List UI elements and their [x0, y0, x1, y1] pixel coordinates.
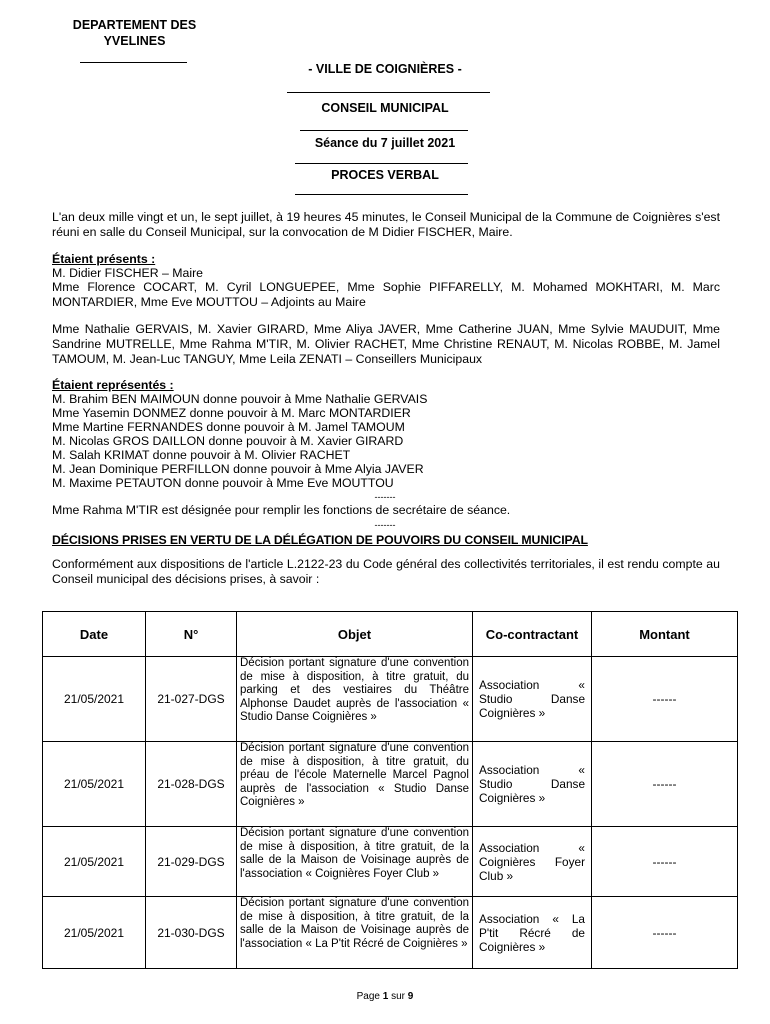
divider — [295, 194, 468, 195]
page-current: 1 — [382, 991, 389, 1002]
table-header-row — [43, 612, 738, 657]
presents-mayor: M. Didier FISCHER – Maire — [52, 266, 204, 280]
session-title: Séance du 7 juillet 2021 — [314, 136, 456, 150]
page-total: 9 — [407, 991, 414, 1002]
department-title: DEPARTEMENT DES YVELINES — [72, 18, 197, 48]
presents-deputies: Mme Florence COCART, M. Cyril LONGUEPEE, Mme Sophie PIFFARELLY, M. Mohamed MOKHTARI, M. Marc MONTARDIER, Mme Eve MOUTTOU – Adjoints au Maire — [52, 280, 720, 309]
table-row — [43, 897, 738, 969]
presents-councillors: Mme Nathalie GERVAIS, M. Xavier GIRARD, Mme Aliya JAVER, Mme Catherine JUAN, Mme Sylvie MAUDUIT, Mme Sandrine MUTRELLE, Mme Rahma M'TIR, M. Olivier RACHET, Mme Christine RENAUT, M. Nicolas ROBBE, M. Jamel TAMOUM, M. Jean-Luc TANGUY, Mme Leila ZENATI – Conseillers Municipaux — [52, 322, 720, 366]
column-header-number: N° — [146, 612, 237, 657]
cell-date: 21/05/2021 — [43, 897, 146, 969]
cell-object: Décision portant signature d'une convention de mise à disposition, à titre gratuit, de la salle de la Maison de Voisinage auprès de l'association « Coignières Foyer Club » — [237, 827, 473, 897]
cell-number: 21-028-DGS — [146, 742, 237, 827]
city-title: - VILLE DE COIGNIÈRES - — [308, 62, 462, 76]
cell-object: Décision portant signature d'une convention de mise à disposition, à titre gratuit, du parking et des vestiaires du Théâtre Alphonse Daudet auprès de l'association « Studio Danse Coignières » — [237, 657, 473, 742]
cell-number: 21-029-DGS — [146, 827, 237, 897]
proxy-line: M. Nicolas GROS DAILLON donne pouvoir à M. Xavier GIRARD — [52, 434, 404, 448]
column-header-date: Date — [43, 612, 146, 657]
table-row — [43, 657, 738, 742]
column-header-object: Objet — [237, 612, 473, 657]
cell-date: 21/05/2021 — [43, 742, 146, 827]
cell-amount: ------ — [592, 742, 738, 827]
divider — [287, 92, 490, 93]
proxy-line: Mme Yasemin DONMEZ donne pouvoir à M. Marc MONTARDIER — [52, 406, 411, 420]
intro-paragraph: L'an deux mille vingt et un, le sept juillet, à 19 heures 45 minutes, le Conseil Municipal de la Commune de Coignières s'est réuni en salle du Conseil Municipal, sur la convocation de M Didier FISCHER, Maire. — [52, 210, 720, 239]
page-number — [0, 991, 770, 1002]
separator: ------- — [374, 520, 396, 530]
column-header-amount: Montant — [592, 612, 738, 657]
page-prefix: Page — [356, 991, 383, 1002]
proxy-line: Mme Martine FERNANDES donne pouvoir à M. Jamel TAMOUM — [52, 420, 405, 434]
cell-cocontractor: Association « Studio Danse Coignières » — [473, 742, 592, 827]
cell-number: 21-027-DGS — [146, 657, 237, 742]
table-row — [43, 742, 738, 827]
presents-heading: Étaient présents : — [52, 252, 156, 266]
cell-amount: ------ — [592, 657, 738, 742]
decisions-table — [42, 611, 738, 969]
column-header-cocontractor: Co-contractant — [473, 612, 592, 657]
cell-cocontractor: Association « Coignières Foyer Club » — [473, 827, 592, 897]
cell-number: 21-030-DGS — [146, 897, 237, 969]
page-middle: sur — [388, 991, 408, 1002]
cell-object: Décision portant signature d'une convention de mise à disposition, à titre gratuit, du préau de l'école Maternelle Marcel Pagnol auprès de l'association « Studio Danse Coignières » — [237, 742, 473, 827]
proxy-line: M. Maxime PETAUTON donne pouvoir à Mme Eve MOUTTOU — [52, 476, 394, 490]
cell-amount: ------ — [592, 897, 738, 969]
divider — [295, 163, 468, 164]
secretary-line: Mme Rahma M'TIR est désignée pour remplir les fonctions de secrétaire de séance. — [52, 503, 511, 517]
cell-date: 21/05/2021 — [43, 657, 146, 742]
proxy-line: M. Brahim BEN MAIMOUN donne pouvoir à Mme Nathalie GERVAIS — [52, 392, 428, 406]
council-title: CONSEIL MUNICIPAL — [321, 101, 449, 115]
cell-object: Décision portant signature d'une convention de mise à disposition, à titre gratuit, de la salle de la Maison de Voisinage auprès de l'association « La P'tit Récré de Coignières » — [237, 897, 473, 969]
divider — [300, 130, 468, 131]
decisions-intro: Conformément aux dispositions de l'article L.2122-23 du Code général des collectivités territoriales, il est rendu compte au Conseil municipal des décisions prises, à savoir : — [52, 557, 720, 586]
minutes-title: PROCES VERBAL — [331, 168, 439, 182]
cell-date: 21/05/2021 — [43, 827, 146, 897]
decisions-heading: DÉCISIONS PRISES EN VERTU DE LA DÉLÉGATION DE POUVOIRS DU CONSEIL MUNICIPAL — [52, 533, 588, 547]
separator: ------- — [374, 492, 396, 502]
cell-cocontractor: Association « La P'tit Récré de Coignières » — [473, 897, 592, 969]
proxy-line: M. Jean Dominique PERFILLON donne pouvoir à Mme Alyia JAVER — [52, 462, 424, 476]
table-row — [43, 827, 738, 897]
cell-cocontractor: Association « Studio Danse Coignières » — [473, 657, 592, 742]
proxy-line: M. Salah KRIMAT donne pouvoir à M. Olivier RACHET — [52, 448, 351, 462]
cell-amount: ------ — [592, 827, 738, 897]
representes-heading: Étaient représentés : — [52, 378, 174, 392]
